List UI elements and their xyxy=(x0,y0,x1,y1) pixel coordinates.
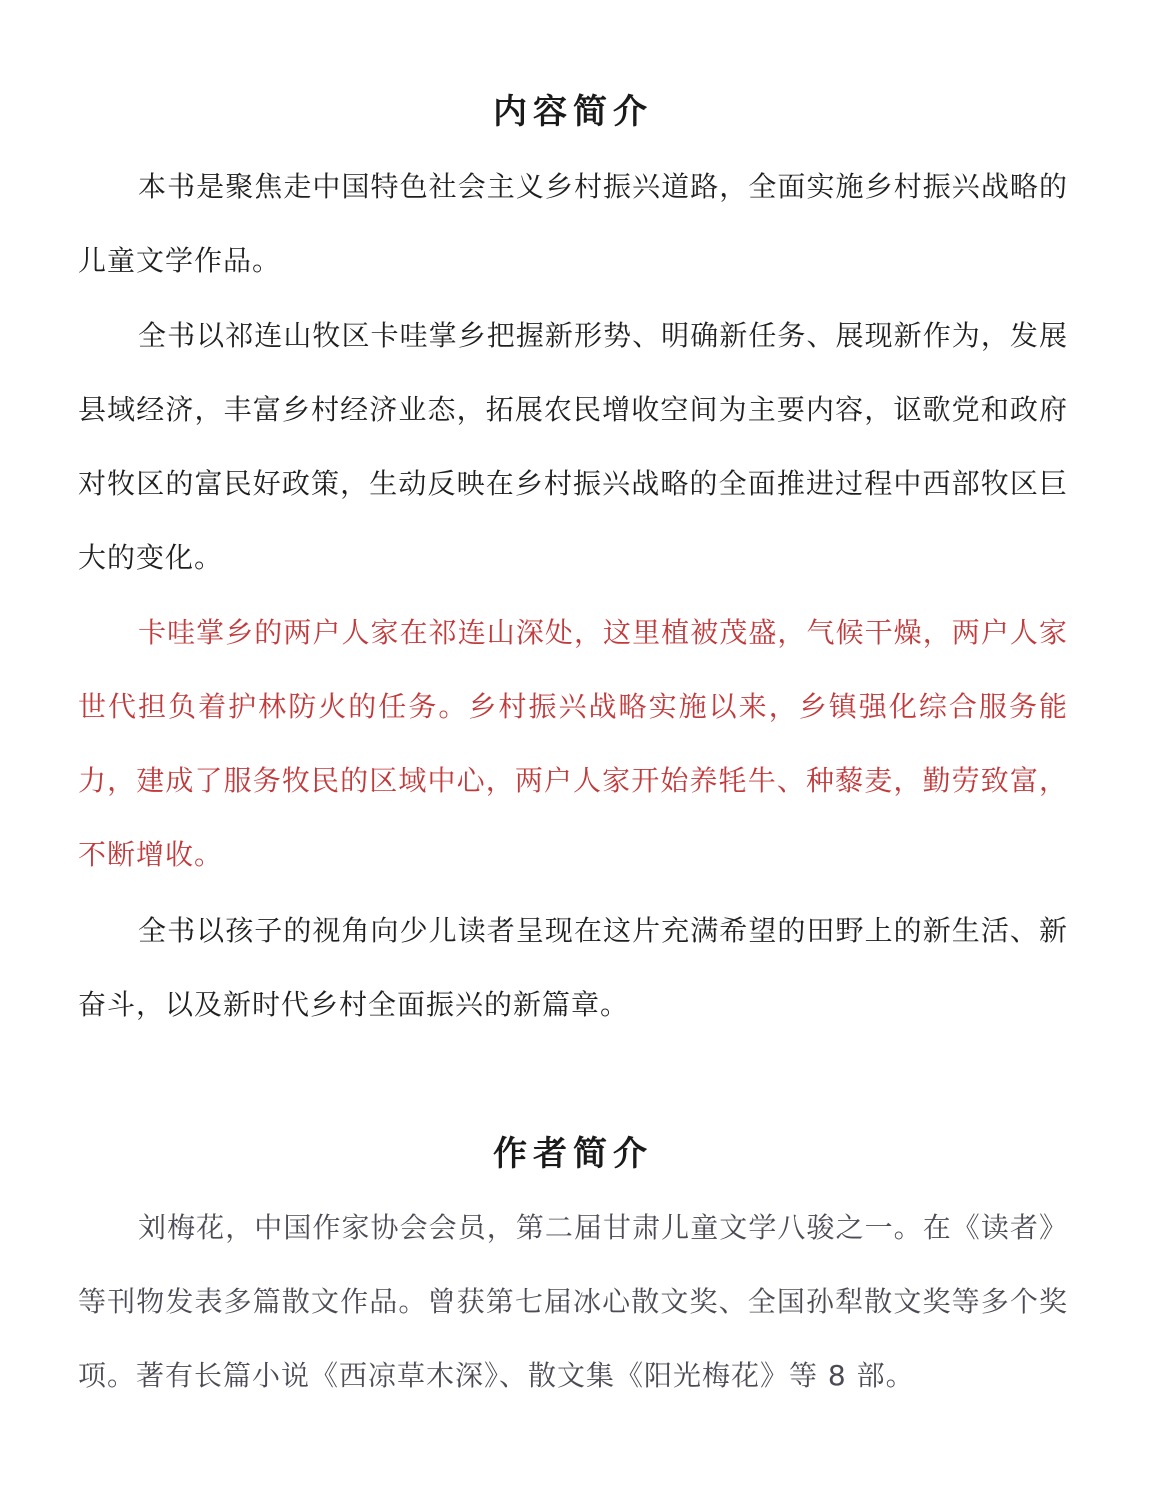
author-paragraph: 刘梅花，中国作家协会会员，第二届甘肃儿童文学八骏之一。在《读者》等刊物发表多篇散文作品。曾获第七届冰心散文奖、全国孙犁散文奖等多个奖项。著有长篇小说《西凉草木深》、散文集《阳光梅花》等 8 部。 xyxy=(78,1211,1068,1392)
intro-paragraph-2: 全书以祁连山牧区卡哇掌乡把握新形势、明确新任务、展现新作为，发展县域经济，丰富乡村经济业态，拓展农民增收空间为主要内容，讴歌党和政府对牧区的富民好政策，生动反映在乡村振兴战略的全面推进过程中西部牧区巨大的变化。 xyxy=(78,319,1068,574)
author-title: 作者简介 xyxy=(493,1134,653,1174)
intro-title: 内容简介 xyxy=(493,92,653,132)
intro-paragraph-4: 全书以孩子的视角向少儿读者呈现在这片充满希望的田野上的新生活、新奋斗，以及新时代乡村全面振兴的新篇章。 xyxy=(78,914,1068,1021)
intro-paragraph-1: 本书是聚焦走中国特色社会主义乡村振兴道路，全面实施乡村振兴战略的儿童文学作品。 xyxy=(78,170,1068,277)
intro-paragraph-3-highlight: 卡哇掌乡的两户人家在祁连山深处，这里植被茂盛，气候干燥，两户人家世代担负着护林防火的任务。乡村振兴战略实施以来，乡镇强化综合服务能力，建成了服务牧民的区域中心，两户人家开始养牦牛、种藜麦，勤劳致富，不断增收。 xyxy=(78,616,1068,871)
